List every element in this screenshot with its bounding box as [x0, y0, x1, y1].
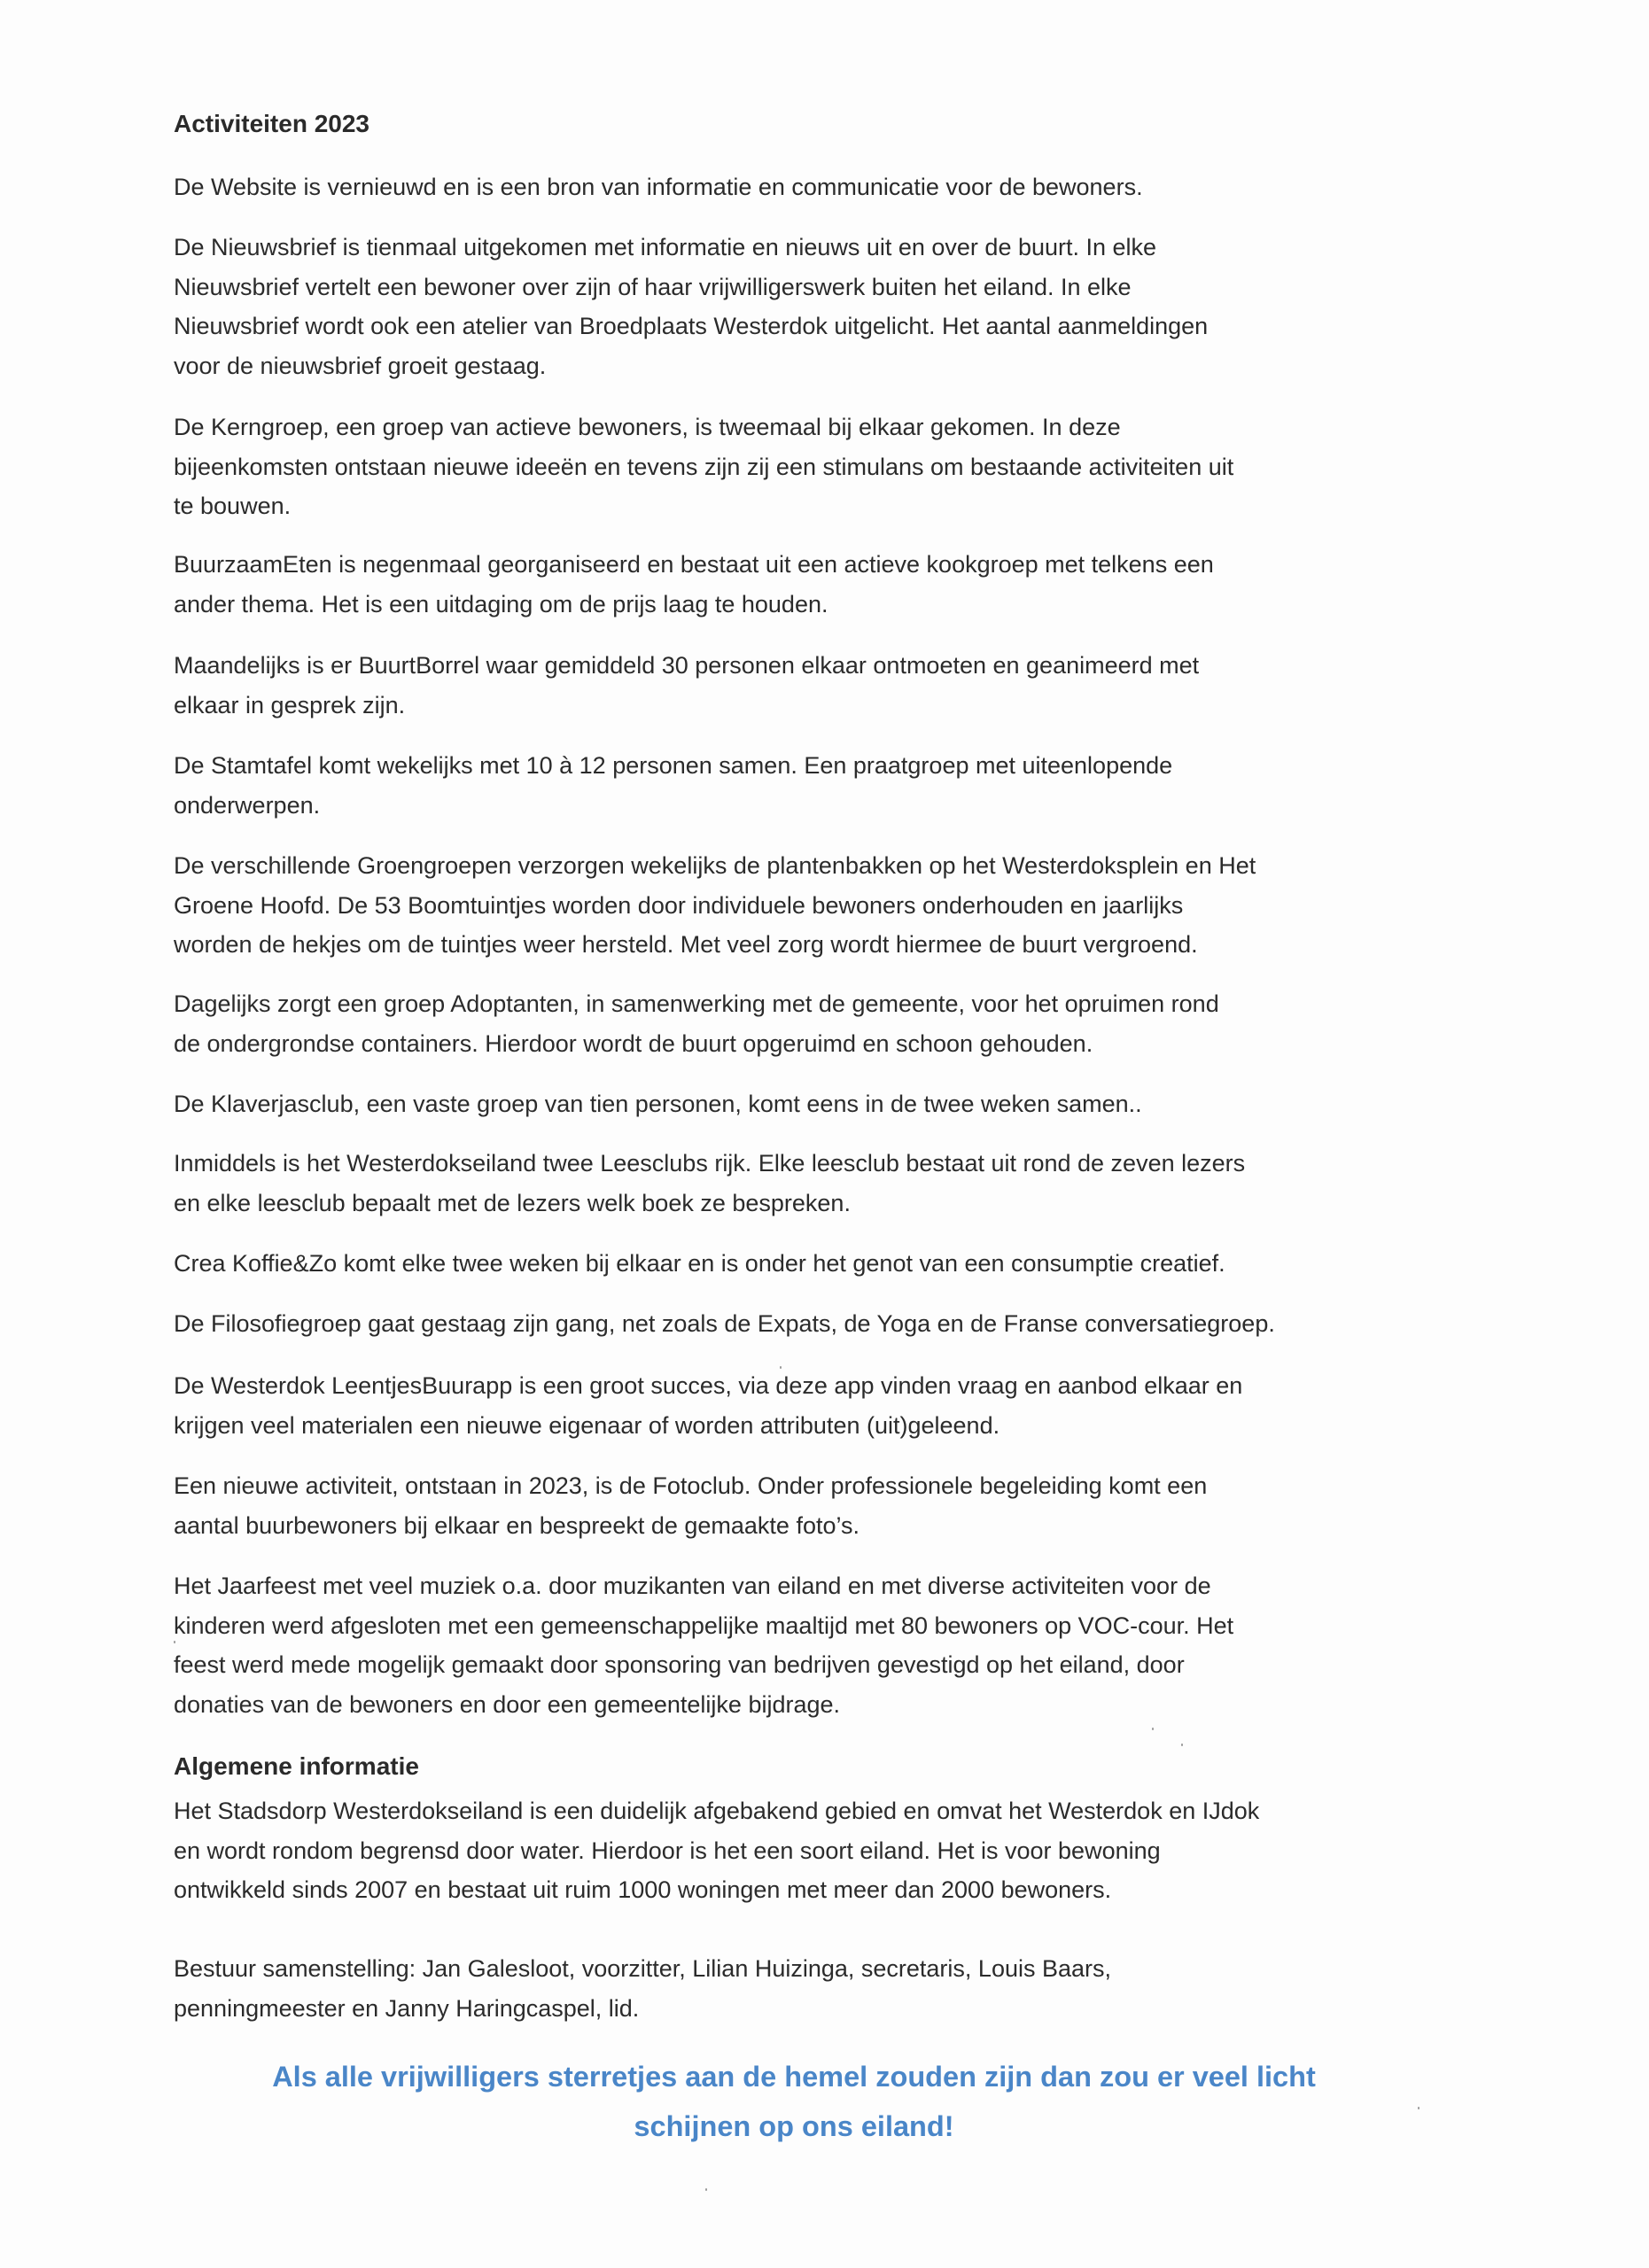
paragraph-groengroepen: [174, 846, 1432, 965]
text-line: ander thema. Het is een uitdaging om de prijs laag te houden.: [174, 590, 828, 617]
scan-speck: [1152, 1728, 1154, 1730]
paragraph-website: [174, 167, 1432, 207]
heading-algemene-informatie: Algemene informatie: [174, 1752, 419, 1780]
quote-line: Als alle vrijwilligers sterretjes aan de hemel zouden zijn dan zou er veel licht: [272, 2061, 1316, 2093]
text-line: kinderen werd afgesloten met een gemeenschappelijke maaltijd met 80 bewoners op VOC-cour. Het: [174, 1612, 1234, 1639]
closing-quote: [174, 2052, 1414, 2151]
text-line: Bestuur samenstelling: Jan Galesloot, voorzitter, Lilian Huizinga, secretaris, Louis Baars,: [174, 1955, 1112, 1982]
paragraph-leesclubs: [174, 1144, 1432, 1223]
text-line: Maandelijks is er BuurtBorrel waar gemiddeld 30 personen elkaar ontmoeten en geanimeerd met: [174, 652, 1200, 679]
text-line: en wordt rondom begrensd door water. Hierdoor is het een soort eiland. Het is voor bewoning: [174, 1837, 1161, 1864]
paragraph-leentjesbuurapp: [174, 1366, 1432, 1445]
text-line: aantal buurbewoners bij elkaar en bespreekt de gemaakte foto’s.: [174, 1511, 860, 1539]
text-line: te bouwen.: [174, 493, 292, 519]
paragraph-crea-koffie: [174, 1244, 1432, 1284]
text-line: Het Stadsdorp Westerdokseiland is een duidelijk afgebakend gebied en omvat het Westerdok en IJdok: [174, 1798, 1260, 1824]
paragraph-buurzaameten: [174, 545, 1432, 624]
text-line: De verschillende Groengroepen verzorgen wekelijks de plantenbakken op het Westerdoksplein en Het: [174, 852, 1256, 879]
paragraph-jaarfeest: [174, 1566, 1432, 1724]
paragraph-nieuwsbrief: [174, 228, 1432, 385]
paragraph-bestuur: [174, 1949, 1432, 2028]
scan-speck: [174, 1641, 175, 1643]
paragraph-kerngroep: [174, 408, 1432, 526]
scan-speck: [780, 1366, 782, 1369]
paragraph-fotoclub: [174, 1466, 1432, 1545]
text-line: penningmeester en Janny Haringcaspel, lid.: [174, 1994, 640, 2022]
text-line: Nieuwsbrief wordt ook een atelier van Broedplaats Westerdok uitgelicht. Het aantal aanmeldingen: [174, 313, 1209, 339]
text-line: onderwerpen.: [174, 791, 321, 819]
heading-activiteiten: Activiteiten 2023: [174, 110, 369, 137]
text-line: worden de hekjes om de tuintjes weer hersteld. Met veel zorg wordt hiermee de buurt vergroend.: [174, 931, 1198, 958]
text-line: voor de nieuwsbrief groeit gestaag.: [174, 352, 547, 379]
text-line: De Stamtafel komt wekelijks met 10 à 12 personen samen. Een praatgroep met uiteenlopende: [174, 752, 1173, 779]
text-line: bijeenkomsten ontstaan nieuwe ideeën en tevens zijn zij een stimulans om bestaande activiteiten uit: [174, 453, 1234, 480]
text-line: Het Jaarfeest met veel muziek o.a. door muzikanten van eiland en met diverse activiteiten voor de: [174, 1573, 1211, 1599]
text-line: donaties van de bewoners en door een gemeentelijke bijdrage.: [174, 1690, 841, 1718]
scan-speck: [705, 2188, 707, 2191]
paragraph-stadsdorp: [174, 1791, 1432, 1910]
scan-speck: [1181, 1744, 1183, 1746]
scan-speck: [1418, 2107, 1420, 2109]
paragraph-klaverjasclub: [174, 1084, 1432, 1124]
text-line: Nieuwsbrief vertelt een bewoner over zijn of haar vrijwilligerswerk buiten het eiland. In elke: [174, 273, 1132, 300]
paragraph-buurtborrel: [174, 646, 1432, 725]
text-line: De Website is vernieuwd en is een bron van informatie en communicatie voor de bewoners.: [174, 174, 1143, 200]
quote-line: schijnen op ons eiland!: [634, 2110, 954, 2142]
text-line: Dagelijks zorgt een groep Adoptanten, in samenwerking met de gemeente, voor het opruimen rond: [174, 990, 1219, 1017]
text-line: feest werd mede mogelijk gemaakt door sponsoring van bedrijven gevestigd op het eiland, door: [174, 1651, 1185, 1678]
text-line: Groene Hoofd. De 53 Boomtuintjes worden door individuele bewoners onderhouden en jaarlijks: [174, 891, 1184, 919]
paragraph-filosofiegroep: [174, 1304, 1432, 1344]
text-line: de ondergrondse containers. Hierdoor wordt de buurt opgeruimd en schoon gehouden.: [174, 1029, 1093, 1057]
text-line: De Nieuwsbrief is tienmaal uitgekomen met informatie en nieuws uit en over de buurt. In elke: [174, 234, 1157, 260]
text-line: De Kerngroep, een groep van actieve bewoners, is tweemaal bij elkaar gekomen. In deze: [174, 414, 1121, 440]
text-line: De Klaverjasclub, een vaste groep van tien personen, komt eens in de twee weken samen..: [174, 1091, 1142, 1117]
text-line: Crea Koffie&Zo komt elke twee weken bij elkaar en is onder het genot van een consumptie creatief.: [174, 1250, 1225, 1277]
text-line: De Westerdok LeentjesBuurapp is een groot succes, via deze app vinden vraag en aanbod elkaar en: [174, 1372, 1243, 1399]
text-line: Inmiddels is het Westerdokseiland twee Leesclubs rijk. Elke leesclub bestaat uit rond de zeven lezers: [174, 1150, 1246, 1177]
text-line: elkaar in gesprek zijn.: [174, 691, 406, 718]
text-line: BuurzaamEten is negenmaal georganiseerd en bestaat uit een actieve kookgroep met telkens een: [174, 551, 1214, 578]
paragraph-adoptanten: [174, 984, 1432, 1063]
text-line: en elke leesclub bepaalt met de lezers welk boek ze bespreken.: [174, 1189, 851, 1216]
text-line: De Filosofiegroep gaat gestaag zijn gang, net zoals de Expats, de Yoga en de Franse conversatiegroep.: [174, 1310, 1275, 1337]
text-line: ontwikkeld sinds 2007 en bestaat uit ruim 1000 woningen met meer dan 2000 bewoners.: [174, 1876, 1112, 1903]
text-line: krijgen veel materialen een nieuwe eigenaar of worden attributen (uit)geleend.: [174, 1411, 1000, 1439]
text-line: Een nieuwe activiteit, ontstaan in 2023, is de Fotoclub. Onder professionele begeleiding komt een: [174, 1472, 1208, 1499]
paragraph-stamtafel: [174, 746, 1432, 825]
